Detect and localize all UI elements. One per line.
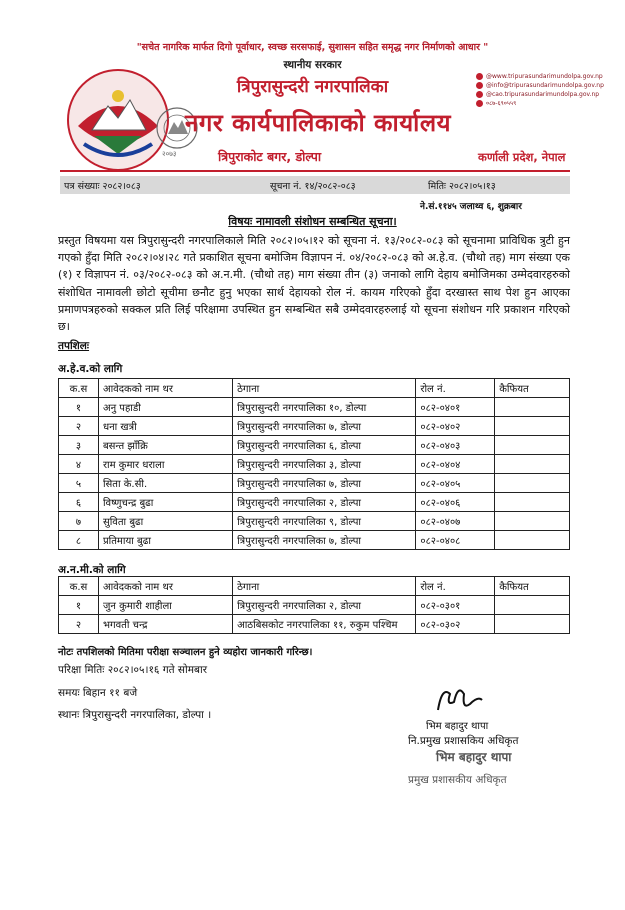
cell-sn: १ xyxy=(59,596,99,615)
cell-roll: ०८२-०४०२ xyxy=(416,417,495,436)
local-government-label: स्थानीय सरकार xyxy=(283,59,342,71)
cell-address: त्रिपुरासुन्दरी नगरपालिका २, डोल्पा xyxy=(233,493,416,512)
post1-label: अ.हे.व.को लागि xyxy=(58,363,123,375)
notice-number: सूचना नं. १४/२०८२-०८३ xyxy=(270,180,356,192)
table-row xyxy=(59,455,570,474)
stamp-name: भिम बहादुर थापा xyxy=(436,750,512,764)
cell-roll: ०८२-०४०१ xyxy=(416,398,495,417)
col-address: ठेगाना xyxy=(233,379,416,398)
col-name: आवेदकको नाम थर xyxy=(98,379,232,398)
signatory-name: भिम बहादुर थापा xyxy=(426,721,489,732)
cell-sn: २ xyxy=(59,417,99,436)
col-name: आवेदकको नाम थर xyxy=(98,577,232,596)
cell-sn: ८ xyxy=(59,531,99,550)
col-roll: रोल नं. xyxy=(416,577,495,596)
cell-roll: ०८२-०४०६ xyxy=(416,493,495,512)
post2-label: अ.न.मी.को लागि xyxy=(58,564,126,576)
table-row xyxy=(59,436,570,455)
cell-roll: ०८२-०४०४ xyxy=(416,455,495,474)
cell-name: धना खत्री xyxy=(98,417,232,436)
header-divider xyxy=(60,170,570,172)
email-text-2: @cao.tripurasundarimundolpa.gov.np xyxy=(486,91,600,98)
office-address: त्रिपुराकोट बगर, डोल्पा xyxy=(218,149,322,164)
col-sn: क.स xyxy=(59,577,99,596)
province: कर्णाली प्रदेश, नेपाल xyxy=(478,150,566,164)
cell-remarks xyxy=(495,398,570,417)
candidate-table-ahw xyxy=(58,378,570,550)
body-paragraph: प्रस्तुत विषयमा यस त्रिपुरासुन्दरी नगरपालिकाले मिति २०८२।०५।१२ को सूचना नं. १३/२०८२-०८३ को सूचनामा प्राविधिक त्रुटी हुन गएको हुँदा मिति २०८२।०४।२८ गते प्रकाशित सूचना बमोजिम विज्ञापन नं. ०४/२०८२-०८३ को अ.हे.व. (चौथो तह) माग संख्या एक (१) र विज्ञापन नं. ०३/२०८२-०८३ को अ.न.मी. (चौथो तह) माग संख्या तीन (३) जनाको लागि देहाय बमोजिमका उम्मेदवारहरुको संशोधित नामावली छोटो सूचीमा छनौट हुनु भएका सार्थ देहायको रोल नं. कायम गरिएको हुँदा दरखास्त साथ पेश हुन आएका प्रमाणपत्रहरुको सक्कल प्रति लिई परिक्षामा उपस्थित हुन सम्बन्धित सबै उम्मेदवारहरुलाई यो सूचना संशोधन गरि प्रकाशन गरिएको छ। xyxy=(58,234,570,334)
table-row xyxy=(59,493,570,512)
cell-address: त्रिपुरासुन्दरी नगरपालिका २, डोल्पा xyxy=(233,596,416,615)
cell-name: विष्णुचन्द्र बुढा xyxy=(98,493,232,512)
table-row xyxy=(59,596,570,615)
meta-row xyxy=(60,176,570,194)
cell-name: सिता के.सी. xyxy=(98,474,232,493)
candidate-table-anm xyxy=(58,576,570,634)
col-roll: रोल नं. xyxy=(416,379,495,398)
cell-name: बसन्त झाँक्रि xyxy=(98,436,232,455)
cell-roll: ०८२-०४०७ xyxy=(416,512,495,531)
cell-address: त्रिपुरासुन्दरी नगरपालिका ७, डोल्पा xyxy=(233,531,416,550)
cell-sn: ६ xyxy=(59,493,99,512)
exam-date: परिक्षा मितिः २०८२।०५।१६ गते सोमबार xyxy=(58,664,208,676)
cell-roll: ०८२-०३०१ xyxy=(416,596,495,615)
email-line-2 xyxy=(476,90,604,99)
letter-number: पत्र संख्याः २०८२।०८३ xyxy=(64,180,141,192)
email-icon xyxy=(476,82,483,89)
cell-remarks xyxy=(495,474,570,493)
phone-line xyxy=(476,99,604,108)
email-icon xyxy=(476,91,483,98)
official-stamp xyxy=(408,748,558,787)
details-label: तपशिलः xyxy=(58,340,90,352)
notice-date: मितिः २०८२।०५।१३ xyxy=(428,180,496,192)
table-header-row xyxy=(59,577,570,596)
table-row xyxy=(59,474,570,493)
stamp-title: प्रमुख प्रशासकीय अधिकृत xyxy=(408,774,507,786)
subject: विषयः नामावली संशोधन सम्बन्धित सूचना। xyxy=(228,215,397,228)
phone-text: ०८७-६९०५५९ xyxy=(486,100,517,107)
col-remarks: कैफियत xyxy=(495,577,570,596)
exam-venue: स्थानः त्रिपुरासुन्दरी नगरपालिका, डोल्पा । xyxy=(58,709,212,721)
cell-address: त्रिपुरासुन्दरी नगरपालिका ७, डोल्पा xyxy=(233,417,416,436)
cell-remarks xyxy=(495,531,570,550)
table-row xyxy=(59,512,570,531)
cell-sn: ५ xyxy=(59,474,99,493)
cell-name: भगवती चन्द्र xyxy=(98,615,232,634)
cell-address: त्रिपुरासुन्दरी नगरपालिका ३, डोल्पा xyxy=(233,455,416,474)
col-sn: क.स xyxy=(59,379,99,398)
cell-roll: ०८२-०४०५ xyxy=(416,474,495,493)
slogan: "सचेत नागरिक मार्फत दिगो पूर्वाधार, स्वच्छ सरसफाई, सुशासन सहित समृद्ध नगर निर्माणको आधार " xyxy=(136,42,489,53)
cell-name: राम कुमार धराला xyxy=(98,455,232,474)
cell-remarks xyxy=(495,417,570,436)
cell-name: प्रतिमाया बुढा xyxy=(98,531,232,550)
cell-sn: ४ xyxy=(59,455,99,474)
nepal-sambat-date: ने.सं.११४५ जलाथ्व ६, शुक्रबार xyxy=(420,202,522,212)
cell-address: आठबिसकोट नगरपालिका ११, रुकुम पश्चिम xyxy=(233,615,416,634)
cell-remarks xyxy=(495,436,570,455)
email-text: @info@tripurasundarimundolpa.gov.np xyxy=(486,82,604,89)
cell-address: त्रिपुरासुन्दरी नगरपालिका १०, डोल्पा xyxy=(233,398,416,417)
cell-name: सुविता बुढा xyxy=(98,512,232,531)
cell-roll: ०८२-०३०२ xyxy=(416,615,495,634)
cell-sn: २ xyxy=(59,615,99,634)
exam-note: नोटः तपशिलको मितिमा परीक्षा सञ्चालन हुने व्यहोरा जानकारी गरिन्छ। xyxy=(58,647,313,658)
cell-remarks xyxy=(495,512,570,531)
cell-remarks xyxy=(495,493,570,512)
cell-remarks xyxy=(495,615,570,634)
table-row xyxy=(59,417,570,436)
cell-roll: ०८२-०४०३ xyxy=(416,436,495,455)
col-address: ठेगाना xyxy=(233,577,416,596)
phone-icon xyxy=(476,100,483,107)
table-row xyxy=(59,615,570,634)
contact-info xyxy=(476,72,604,108)
website-line xyxy=(476,72,604,81)
seal-year: २०७३ xyxy=(162,150,177,158)
cell-name: अनु पहाडी xyxy=(98,398,232,417)
cell-name: जुन कुमारी शाहीला xyxy=(98,596,232,615)
cell-address: त्रिपुरासुन्दरी नगरपालिका ६, डोल्पा xyxy=(233,436,416,455)
exam-time: समयः बिहान ११ बजे xyxy=(58,687,138,699)
cell-roll: ०८२-०४०८ xyxy=(416,531,495,550)
cell-sn: १ xyxy=(59,398,99,417)
cell-sn: ७ xyxy=(59,512,99,531)
cell-sn: ३ xyxy=(59,436,99,455)
office-title: नगर कार्यपालिकाको कार्यालय xyxy=(185,109,452,137)
cell-address: त्रिपुरासुन्दरी नगरपालिका ९, डोल्पा xyxy=(233,512,416,531)
email-line xyxy=(476,81,604,90)
website-text: @www.tripurasundarimundolpa.gov.np xyxy=(486,73,603,80)
cell-address: त्रिपुरासुन्दरी नगरपालिका ७, डोल्पा xyxy=(233,474,416,493)
table-header-row xyxy=(59,379,570,398)
municipality-name: त्रिपुरासुन्दरी नगरपालिका xyxy=(236,77,389,97)
table-row xyxy=(59,531,570,550)
cell-remarks xyxy=(495,455,570,474)
cell-remarks xyxy=(495,596,570,615)
signatory-title: नि.प्रमुख प्रशासकिय अधिकृत xyxy=(408,735,519,747)
globe-icon xyxy=(476,73,483,80)
table-row xyxy=(59,398,570,417)
col-remarks: कैफियत xyxy=(495,379,570,398)
